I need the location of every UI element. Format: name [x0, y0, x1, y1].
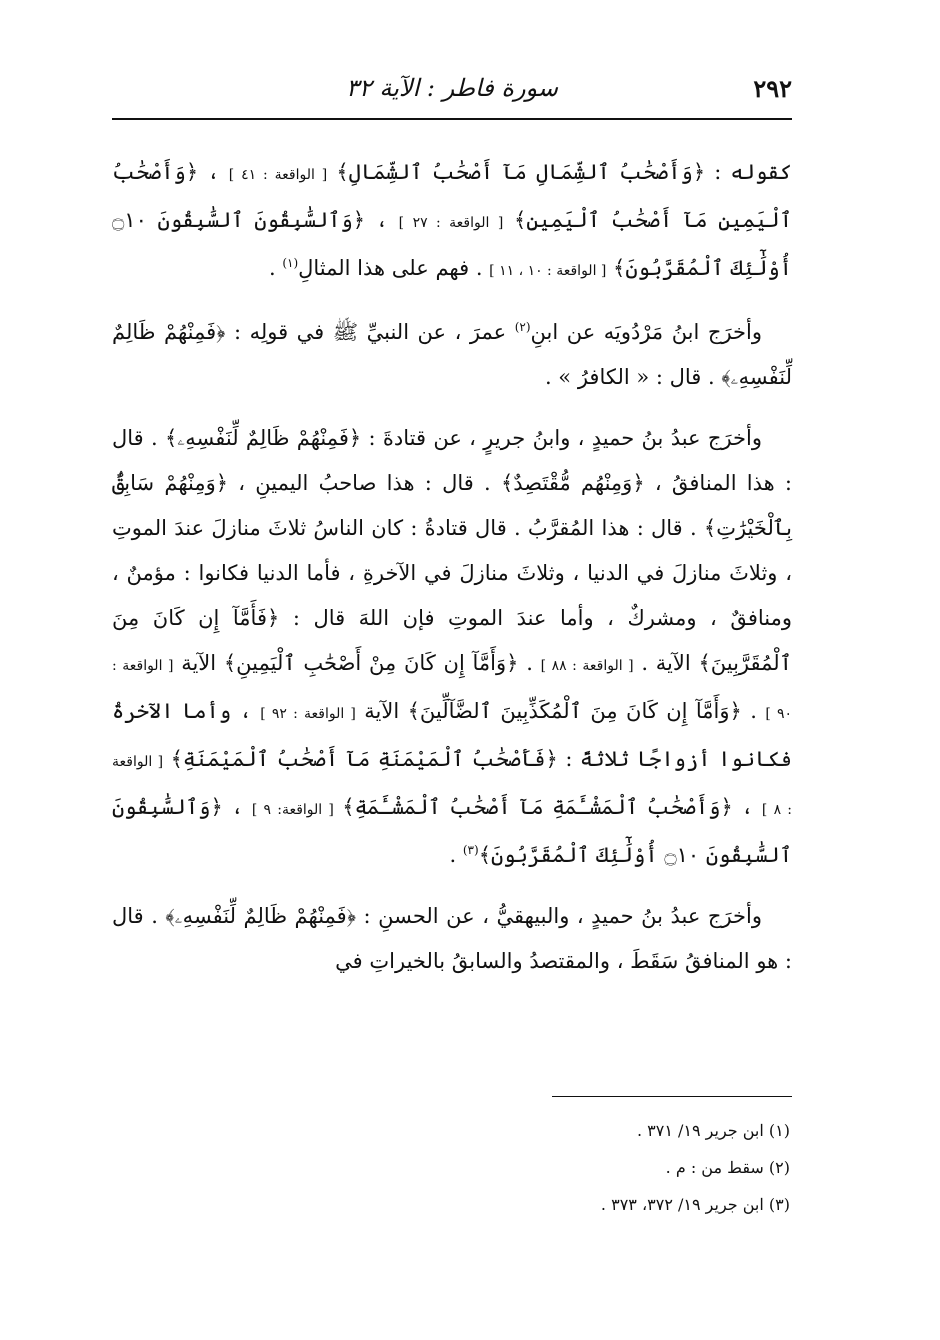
footnote: (٣) ابن جرير ١٩/ ٣٧٢، ٣٧٣ . — [600, 1195, 790, 1214]
text-segment: وأخرَج عبدُ بنُ حميدٍ ، وابنُ جريرٍ ، عن قتادةَ : ﴿فَمِنْهُمْ ظَالِمٌ لِّنَفْسِهِۦ﴾ . قال : هذا المنافقُ ، ﴿وَمِنْهُم مُّقْتَصِدٌ﴾ . قال : هذا صاحبُ اليمينِ ، ﴿وَمِنْهُمْ سَابِقٌۢ بِٱلْخَيْرَٰتِ﴾ . قال : هذا المُقرَّبُ . قال قتادةُ : كان الناسُ ثلاثَ منازلَ عندَ الموتِ ، وثلاثَ منازلَ في الدنيا ، وثلاثَ منازلَ في الآخرةِ ، فأما الدنيا فكانوا : مؤمنٌ ، ومنافقٌ ، ومشركٌ ، وأما عندَ الموتِ فإن اللهَ قال : ﴿فَأَمَّآ إِن كَانَ مِنَ ٱلْمُقَرَّبِينَ﴾ الآية . — [112, 426, 792, 675]
footnote: (١) ابن جرير ١٩/ ٣٧١ . — [636, 1121, 790, 1140]
text-segment: ، ﴿وَأَصْحَٰبُ ٱلْيَمِينِ مَآ أَصْحَٰبُ ٱلْيَمِينِ﴾ — [112, 160, 792, 232]
header-rule — [112, 118, 792, 120]
footnotes — [112, 1112, 790, 1223]
text-segment: ، ﴿وَٱلسَّٰبِقُونَ ٱلسَّٰبِقُونَ ۝١٠ أُوْلَٰٓئِكَ ٱلْمُقَرَّبُونَ﴾ — [112, 208, 792, 280]
text-segment: كقوله : ﴿وَأَصْحَٰبُ ٱلشِّمَالِ مَآ أَصْحَٰبُ ٱلشِّمَالِ﴾ — [327, 160, 792, 184]
text-segment: وأخرَج عبدُ بنُ حميدٍ ، والبيهقيُّ ، عن الحسنِ : ﴿فَمِنْهُمْ ظَالِمٌ لِّنَفْسِهِۦ﴾ . قال : هو المنافقُ سَقَطَ ، والمقتصدُ والسابقُ بالخيراتِ في — [112, 904, 792, 973]
text-segment: . ﴿وَأَمَّآ إِن كَانَ مِنْ أَصْحَٰبِ ٱلْيَمِينِ﴾ الآية — [173, 651, 541, 675]
footnote-marker: (١) — [282, 256, 299, 270]
text-segment: وأخرَج ابنُ مَرْدُويَه عن ابنِ — [530, 320, 762, 344]
page-number: ٢٩٢ — [753, 73, 792, 103]
verse-reference: [ الواقعة : ٨٨ ] — [540, 658, 634, 674]
body-text — [112, 150, 792, 1000]
text-segment: ، ﴿وَأَصْحَٰبُ ٱلْمَشْـَٔمَةِ مَآ أَصْحَٰبُ ٱلْمَشْـَٔمَةِ﴾ — [333, 795, 762, 819]
paragraph — [112, 894, 792, 984]
text-segment: . — [268, 256, 283, 280]
text-segment: . — [449, 843, 463, 867]
text-segment: ، وأما الآخرةُ فكانوا أزواجًا ثلاثةً : ﴿فَأَصْحَٰبُ ٱلْمَيْمَنَةِ مَآ أَصْحَٰبُ ٱلْمَيْمَنَةِ﴾ — [112, 699, 792, 771]
verse-reference: [ الواقعة : ٢٧ ] — [398, 215, 504, 231]
verse-reference: [ الواقعة: ٩ ] — [251, 802, 334, 818]
verse-reference: [ الواقعة : ٤١ ] — [228, 167, 328, 183]
verse-reference: [ الواقعة : ١٠ ، ١١ ] — [489, 263, 607, 279]
paragraph — [112, 150, 792, 294]
verse-reference: [ الواقعة : ٨ ] — [112, 754, 792, 818]
surah-title: سورة فاطر : الآية ٣٢ — [345, 74, 559, 102]
text-segment: عمرَ ، عن النبيِّ ﷺ في قولِه : ﴿فَمِنْهُمْ ظَالِمٌ لِّنَفْسِهِۦ﴾ . قال : « الكافرُ » . — [112, 320, 792, 389]
paragraph — [112, 310, 792, 400]
text-segment: . ﴿وَأَمَّآ إِن كَانَ مِنَ ٱلْمُكَذِّبِينَ ٱلضَّآلِّينَ﴾ الآية — [355, 699, 766, 723]
verse-reference: [ الواقعة : ٩٢ ] — [260, 706, 356, 722]
footnote-marker: (٢) — [514, 320, 531, 334]
paragraph — [112, 416, 792, 878]
text-segment: ، ﴿وَٱلسَّٰبِقُونَ ٱلسَّٰبِقُونَ ۝١٠ أُوْلَٰٓئِكَ ٱلْمُقَرَّبُونَ﴾ — [112, 795, 792, 867]
footnote-rule — [552, 1096, 792, 1097]
footnote: (٢) سقط من : م . — [665, 1158, 790, 1177]
text-segment: . فهم على هذا المثالِ — [298, 256, 490, 280]
footnote-marker: (٣) — [462, 843, 479, 857]
verse-reference: [ الواقعة : ٩٠ ] — [112, 658, 792, 722]
running-head — [112, 68, 792, 108]
